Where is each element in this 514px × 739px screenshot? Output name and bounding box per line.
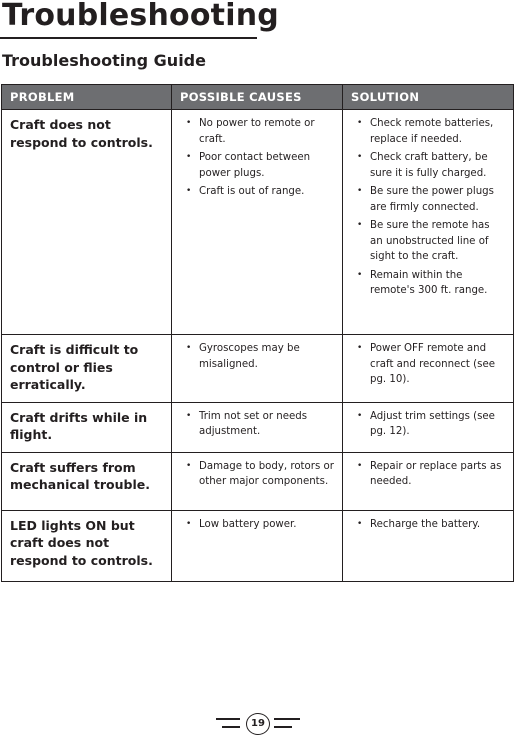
table-row [2, 335, 514, 403]
solution-list [351, 341, 507, 388]
page-number: 19 [246, 713, 270, 735]
table-row [2, 110, 514, 335]
header-solution: SOLUTION [343, 85, 514, 110]
title-rule [0, 37, 257, 39]
footer-rule-right [274, 718, 300, 720]
header-causes: POSSIBLE CAUSES [172, 85, 343, 110]
solution-list [351, 409, 507, 440]
cause-item: • Low battery power. [180, 517, 336, 533]
solution-cell [343, 510, 514, 581]
solution-item: • Repair or replace parts as needed. [351, 459, 507, 490]
cause-list [180, 341, 336, 372]
header-problem: PROBLEM [2, 85, 172, 110]
solution-list [351, 116, 507, 299]
solution-item: • Be sure the power plugs are firmly connected. [351, 184, 507, 215]
cause-item: • Gyroscopes may be misaligned. [180, 341, 336, 372]
solution-item: • Recharge the battery. [351, 517, 507, 533]
problem-text: LED lights ON but craft does not respond to controls. [10, 517, 153, 568]
solution-item: • Check craft battery, be sure it is fully charged. [351, 150, 507, 181]
problem-text: Craft is difficult to control or flies erratically. [10, 342, 139, 392]
cause-item: • Craft is out of range. [180, 184, 336, 200]
problem-text: Craft drifts while in flight. [10, 409, 148, 442]
cause-cell [172, 110, 343, 335]
troubleshooting-table [1, 84, 514, 582]
table-header-row [2, 85, 514, 110]
table-row [2, 402, 514, 452]
cause-cell [172, 510, 343, 581]
table-row [2, 452, 514, 510]
cause-item: • No power to remote or craft. [180, 116, 336, 147]
problem-cell [2, 110, 172, 335]
footer-rule-left [216, 718, 240, 720]
solution-list [351, 517, 507, 533]
cause-list [180, 459, 336, 490]
solution-item: • Be sure the remote has an unobstructed line of sight to the craft. [351, 218, 507, 265]
cause-cell [172, 452, 343, 510]
problem-cell [2, 510, 172, 581]
page-title: Troubleshooting [2, 0, 279, 33]
cause-item: • Damage to body, rotors or other major components. [180, 459, 336, 490]
solution-item: • Check remote batteries, replace if needed. [351, 116, 507, 147]
cause-cell [172, 402, 343, 452]
solution-cell [343, 452, 514, 510]
solution-cell [343, 335, 514, 403]
solution-list [351, 459, 507, 490]
footer-rule-right [274, 726, 292, 728]
problem-cell [2, 335, 172, 403]
cause-list [180, 517, 336, 533]
cause-item: • Poor contact between power plugs. [180, 150, 336, 181]
page-number-badge [216, 712, 300, 736]
cause-list [180, 409, 336, 440]
cause-cell [172, 335, 343, 403]
solution-cell [343, 110, 514, 335]
solution-cell [343, 402, 514, 452]
solution-item: • Remain within the remote's 300 ft. range. [351, 268, 507, 299]
solution-item: • Power OFF remote and craft and reconnect (see pg. 10). [351, 341, 507, 388]
table-row [2, 510, 514, 581]
solution-item: • Adjust trim settings (see pg. 12). [351, 409, 507, 440]
problem-cell [2, 402, 172, 452]
footer-rule-left [222, 726, 240, 728]
problem-cell [2, 452, 172, 510]
cause-item: • Trim not set or needs adjustment. [180, 409, 336, 440]
problem-text: Craft does not respond to controls. [10, 117, 153, 150]
section-subtitle: Troubleshooting Guide [2, 51, 206, 70]
cause-list [180, 116, 336, 200]
problem-text: Craft suffers from mechanical trouble. [10, 459, 150, 492]
